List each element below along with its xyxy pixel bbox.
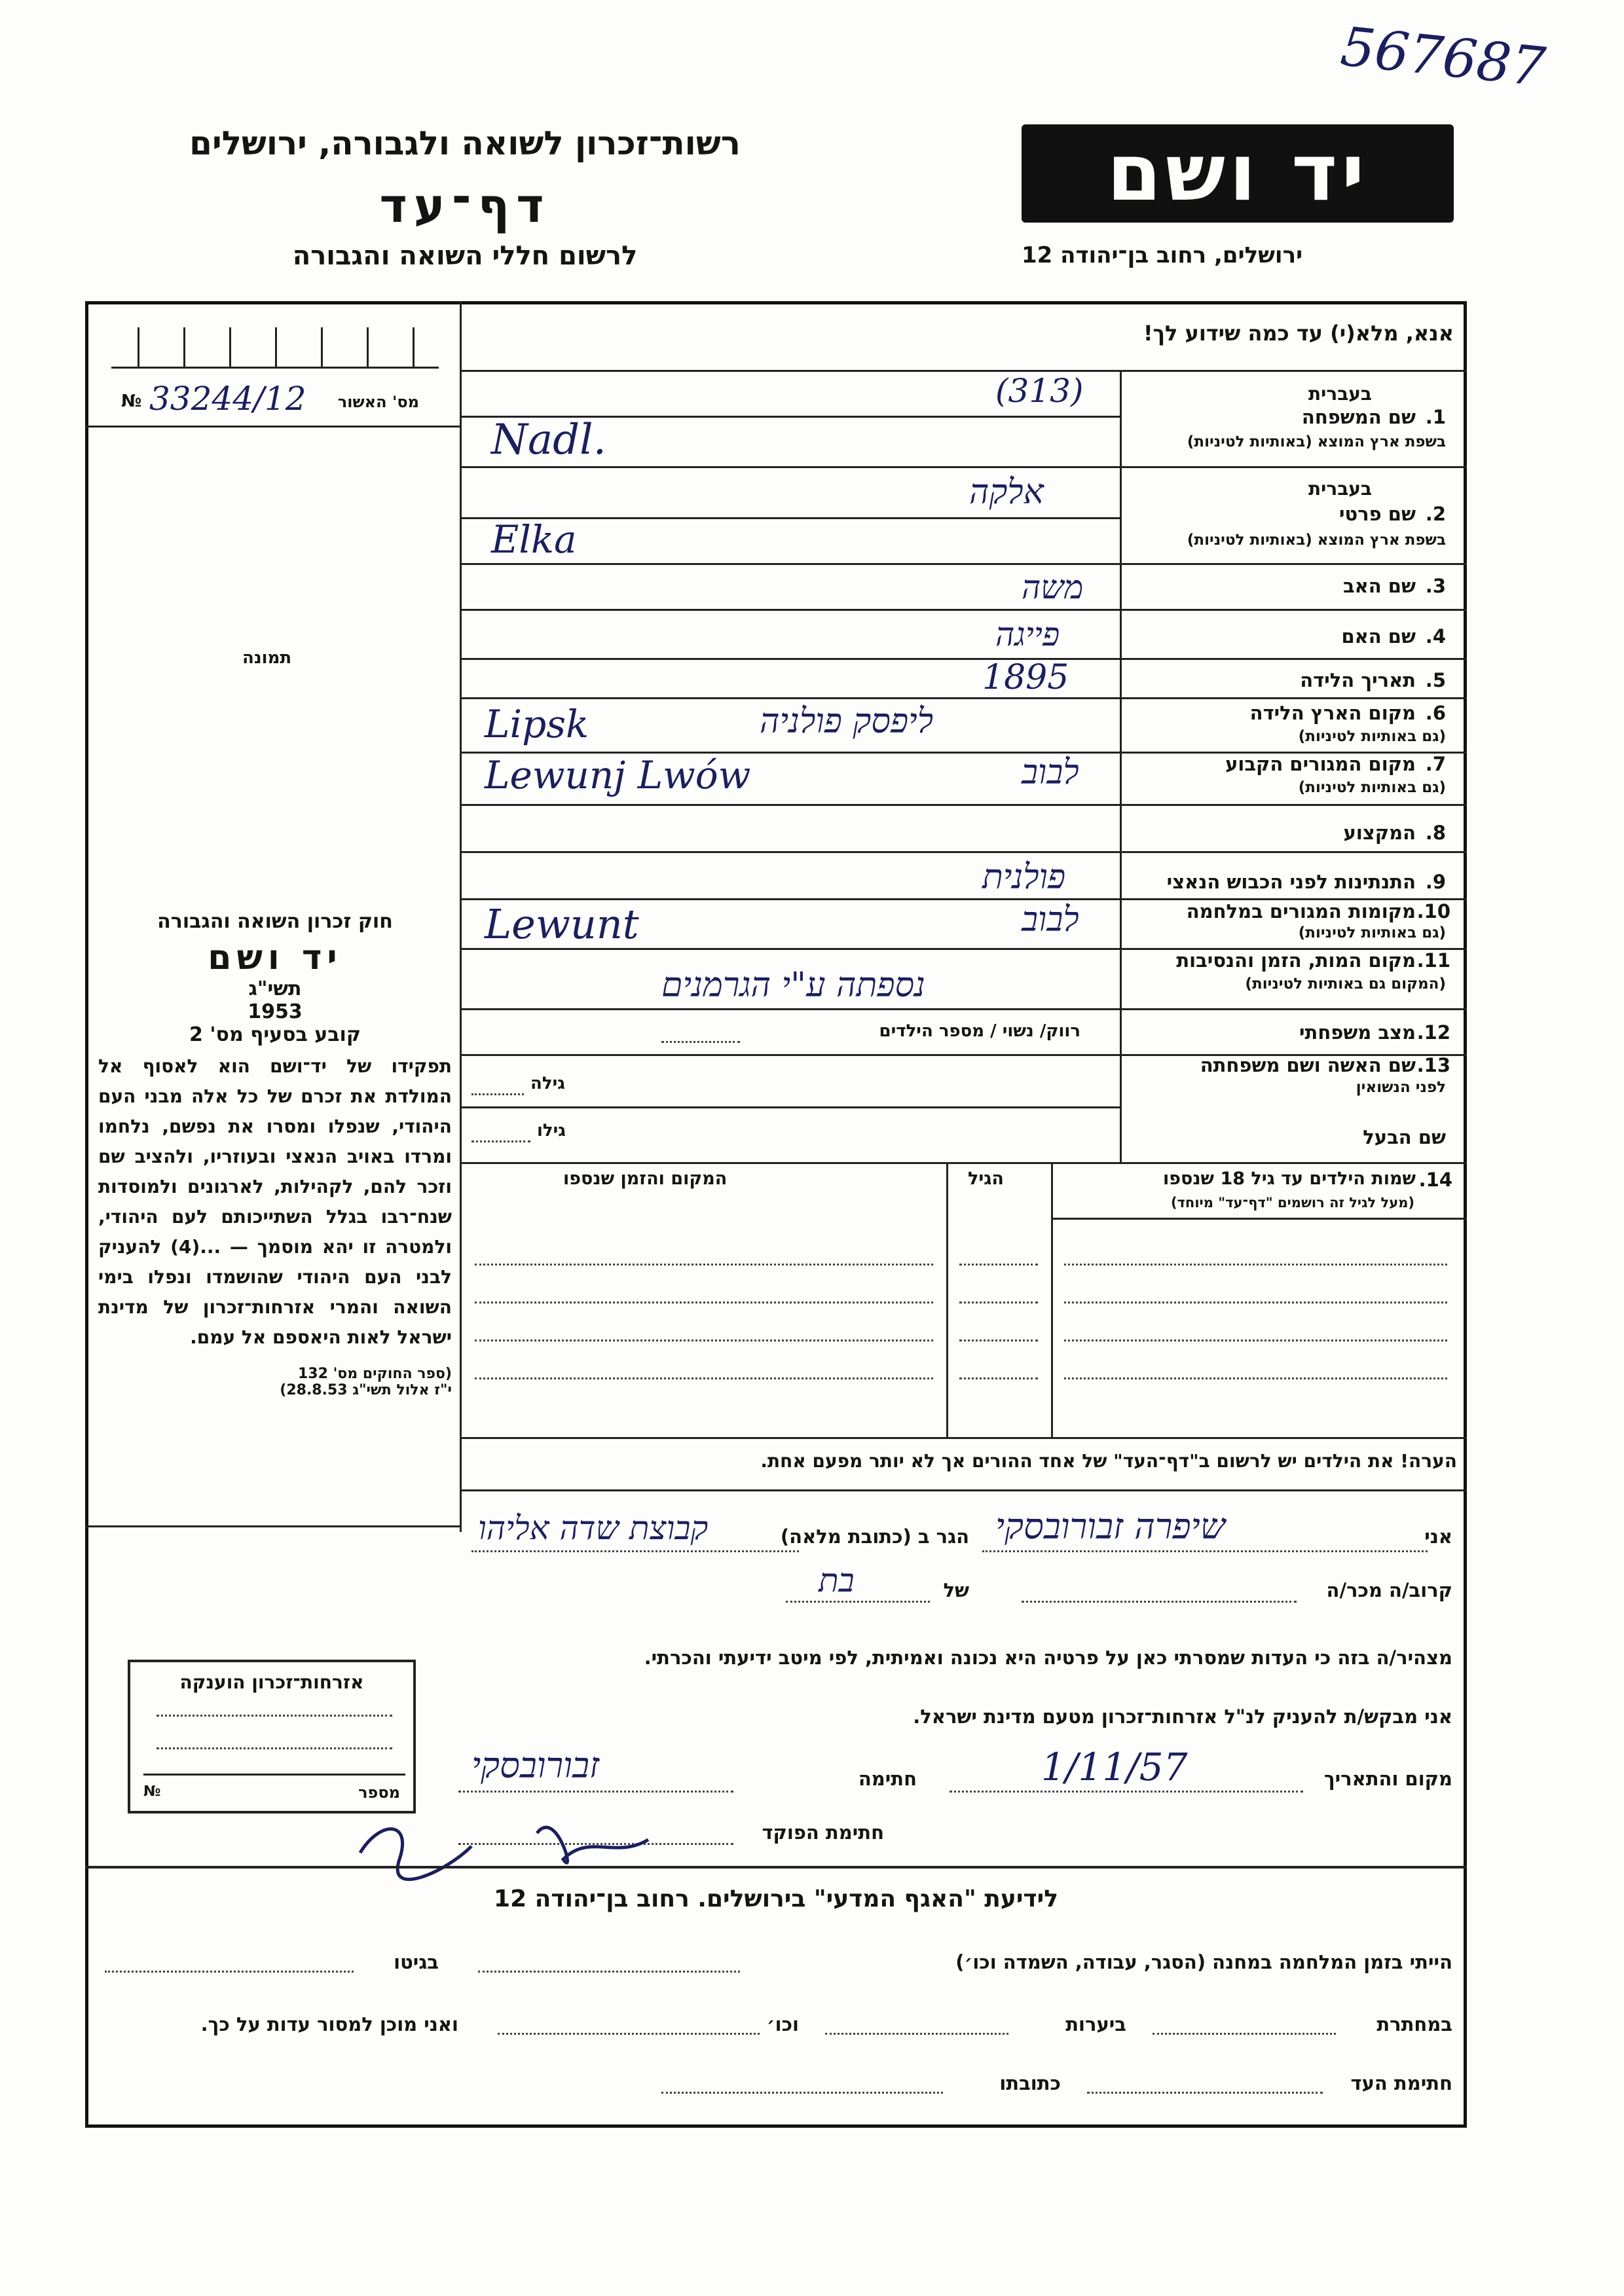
law-title: חוק זכרון השואה והגבורה xyxy=(157,910,393,933)
witness-name: שיפרה זבורובסקי xyxy=(995,1506,1226,1547)
field-11-divider xyxy=(462,1008,1467,1010)
witness-address: קבוצת שדה אליהו xyxy=(478,1509,709,1547)
bottom-line2-b-dots xyxy=(825,2033,1008,2035)
field-6-num: 6. xyxy=(1425,702,1446,724)
address: ירושלים, רחוב בן־יהודה 12 xyxy=(1022,242,1303,268)
field-12-label: מצב משפחתי xyxy=(1299,1021,1416,1044)
bottom-line1-end: בגיטו xyxy=(394,1951,439,1973)
bottom-line2-end: ואני מוכן למסור עדות על כך. xyxy=(200,2013,458,2035)
children-num: 14. xyxy=(1418,1169,1452,1191)
field-8-divider xyxy=(462,851,1467,853)
field-2-hebrew-value: אלקה xyxy=(969,473,1044,512)
children-age-col-right xyxy=(1051,1162,1053,1437)
child-row-line xyxy=(1064,1302,1447,1303)
bottom-line3-a: חתימת העד xyxy=(1350,2072,1452,2094)
field-6-hebrew-value: ליפסק פולניה xyxy=(760,702,934,741)
field-13-sub: לפני הנשואין xyxy=(1356,1079,1446,1096)
bottom-line1-dots xyxy=(478,1971,740,1973)
child-row-line xyxy=(475,1377,933,1379)
field-6-label: מקום הארץ הלידה xyxy=(1249,702,1416,724)
child-row-line xyxy=(475,1264,933,1266)
field-4-value: פייגה xyxy=(995,615,1060,653)
doc-number: 567687 xyxy=(1337,15,1549,100)
note-divider xyxy=(462,1489,1467,1491)
instruction: אנא, מלא(י) עד כמה שידוע לך! xyxy=(1143,321,1454,346)
field-7-latin-value: Lewunj Lwów xyxy=(485,753,751,797)
witness-signature-value: זבורובסקי xyxy=(471,1745,600,1786)
bottom-line3-b: כתובתו xyxy=(999,2072,1061,2094)
org-line: רשות־זכרון לשואה ולגבורה, ירושלים xyxy=(189,124,741,162)
husband-label: שם הבעל xyxy=(1363,1126,1446,1148)
child-row-line xyxy=(959,1264,1038,1266)
field-7-hebrew-value: לבוב xyxy=(1022,753,1079,792)
field-12-num: 12. xyxy=(1416,1021,1450,1044)
instruction-divider xyxy=(462,370,1467,372)
law-box xyxy=(98,910,452,1506)
field-11-value: נספתה ע"י הגרמנים xyxy=(661,966,925,1005)
photo-label: תמונה xyxy=(242,648,292,668)
field-10-latin-value: Lewunt xyxy=(485,900,639,948)
field-1-latin-value: Nadl. xyxy=(491,416,606,464)
bottom-line3-a-dots xyxy=(1087,2092,1323,2094)
field-13-num: 13. xyxy=(1416,1054,1450,1076)
child-row-line xyxy=(475,1302,933,1303)
bottom-line2-c-dots xyxy=(498,2033,760,2035)
field-9-num: 9. xyxy=(1425,871,1446,893)
witness-relation-dots xyxy=(1022,1601,1297,1603)
field-5-num: 5. xyxy=(1425,669,1446,691)
witness-name-dots xyxy=(982,1550,1428,1552)
bottom-line1: הייתי בזמן המלחמה במחנה (הסגר, עבודה, השמדה וכו׳) xyxy=(955,1951,1452,1973)
field-6-latin-value: Lipsk xyxy=(485,702,589,746)
husband-age-label: גילו xyxy=(537,1121,566,1140)
registration-number: 33244/12 xyxy=(149,380,306,418)
registration-ticks xyxy=(111,321,439,369)
field-8-num: 8. xyxy=(1425,822,1446,844)
child-row-line xyxy=(959,1302,1038,1303)
field-3-label: שם האב xyxy=(1342,575,1416,597)
law-box-bottom xyxy=(85,1525,462,1527)
stamp-title: אזרחות־זכרון הוענקה xyxy=(179,1671,364,1693)
witness-residing-label: הגר ב (כתובת מלאה) xyxy=(780,1525,969,1548)
yad-vashem-logo xyxy=(1022,124,1454,223)
field-2-label: שם פרטי xyxy=(1338,503,1416,525)
law-footnote-2: י"ז אלול תשי"ג 28.8.53) xyxy=(280,1382,452,1398)
field-7-sub: (גם באותיות לטיניות) xyxy=(1298,779,1446,796)
witness-address-dots xyxy=(471,1550,799,1552)
field-2-sub: בשפת ארץ המוצא (באותיות לטיניות) xyxy=(1187,532,1446,549)
field-5-value: 1895 xyxy=(982,658,1069,697)
field-2-divider xyxy=(462,563,1467,565)
law-body: תפקידו של יד־ושם הוא לאסוף אל המולדת את זכרם של כל אלה מבני העם היהודי, שנפלו ומסרו את נפשם, נלחמו ומרדו באויב הנאצי ובעוזריו, ולהציב שם וזכר להם, לקהילות, לארגונים ולמוסדות שנח־רבו בגלל השתייכותם לעם היהודי, ולמטרה זו יהא מוסמך — ...(4) להעניק לבני העם היהודי שהושמדו ונפלו בימי השואה והמרי אזרחות־זכרון של מדינת ישראל לאות היאספם אל עמם. xyxy=(98,1055,452,1348)
field-11-sub: (המקום גם באותיות לטיניות) xyxy=(1245,975,1446,993)
stamp-number-label: מספר xyxy=(358,1783,400,1802)
registration-prefix: № xyxy=(121,392,142,411)
field-4-divider xyxy=(462,658,1467,660)
child-row-line xyxy=(475,1339,933,1341)
field-12-value: רווק/ נשוי / מספר הילדים xyxy=(879,1021,1080,1041)
field-7-num: 7. xyxy=(1425,753,1446,775)
children-header-place: המקום והזמן שנספו xyxy=(563,1169,728,1189)
field-12-children-dots xyxy=(661,1041,740,1043)
field-10-hebrew-value: לבוב xyxy=(1022,900,1079,939)
child-row-line xyxy=(959,1377,1038,1379)
witness-declaration: מצהיר/ה בזה כי העדות שמסרתי כאן על פרטיה היא נכונה ואמיתית, לפי מיטב ידיעתי והכרתי. xyxy=(644,1647,1452,1669)
children-table-bottom xyxy=(462,1437,1467,1439)
bottom-line1-end-dots xyxy=(105,1971,354,1973)
witness-i-label: אני xyxy=(1424,1525,1452,1548)
witness-place-date-value: 1/11/57 xyxy=(1041,1745,1188,1789)
witness-request: אני מבקש/ת להעניק לנ"ל אזרחות־זכרון מטעם מדינת ישראל. xyxy=(913,1705,1452,1728)
field-3-num: 3. xyxy=(1425,575,1446,597)
bottom-section-divider xyxy=(85,1866,1467,1868)
registration-divider xyxy=(85,426,462,428)
field-1-label: שם המשפחה xyxy=(1301,406,1416,428)
field-5-label: תאריך הלידה xyxy=(1300,669,1416,691)
field-1-hebrew-value: (313) xyxy=(995,372,1084,410)
bottom-line2-a-dots xyxy=(1153,2033,1336,2035)
field-6-sub: (גם באותיות לטיניות) xyxy=(1298,728,1446,745)
field-3-divider xyxy=(462,609,1467,611)
field-3-value: משה xyxy=(1022,568,1084,606)
stamp-number-prefix: № xyxy=(143,1783,161,1800)
field-13-age-label: גילה xyxy=(530,1074,565,1093)
official-signature-label: חתימת הפוקד xyxy=(762,1821,884,1844)
children-header-divider xyxy=(1051,1218,1467,1220)
children-age-col-left xyxy=(946,1162,948,1437)
field-4-label: שם האם xyxy=(1341,625,1416,647)
citizenship-stamp-box xyxy=(128,1660,416,1813)
field-1-num: 1. xyxy=(1425,406,1446,428)
label-column-divider xyxy=(1120,370,1122,1162)
field-9-value: פולנית xyxy=(982,858,1066,897)
field-13-divider xyxy=(462,1106,1120,1108)
form-title: דף־עד xyxy=(379,178,551,233)
field-11-label: מקום המות, הזמן והנסיבות xyxy=(1176,949,1416,972)
field-1-lang: בעברית xyxy=(1308,383,1372,405)
field-10-num: 10. xyxy=(1416,900,1450,922)
field-8-label: המקצוע xyxy=(1343,822,1416,844)
witness-of-dots xyxy=(786,1601,930,1603)
field-5-divider xyxy=(462,697,1467,699)
field-1-sub: בשפת ארץ המוצא (באותיות לטיניות) xyxy=(1187,433,1446,450)
witness-place-date-label: מקום והתאריך xyxy=(1323,1768,1452,1790)
children-header-age: הגיל xyxy=(968,1169,1004,1189)
child-row-line xyxy=(1064,1339,1447,1341)
children-note: הערה! את הילדים יש לרשום ב"דף־העד" של אחד ההורים אך לא יותר מפעם אחת. xyxy=(760,1450,1457,1472)
field-7-divider xyxy=(462,804,1467,806)
form-subtitle: לרשום חללי השואה והגבורה xyxy=(292,241,638,271)
bottom-line2-b: ביערות xyxy=(1065,2013,1126,2035)
bottom-line2-c: וכו׳ xyxy=(766,2013,799,2035)
children-header-sub: (מעל לגיל זה רושמים "דף־עד" מיוחד) xyxy=(1170,1195,1414,1211)
witness-relation-value: בת xyxy=(819,1561,855,1599)
children-header-names: שמות הילדים עד גיל 18 שנספו xyxy=(1162,1169,1416,1189)
witness-place-date-dots xyxy=(950,1791,1303,1793)
field-2-num: 2. xyxy=(1425,503,1446,525)
field-11-num: 11. xyxy=(1416,949,1450,972)
law-name: יד ושם xyxy=(208,938,342,977)
field-13-age-dots xyxy=(471,1093,524,1095)
left-column-divider xyxy=(460,301,462,1532)
law-year: 1953 xyxy=(248,1000,303,1023)
child-row-line xyxy=(1064,1264,1447,1266)
bottom-line2-a: במחתרת xyxy=(1376,2013,1452,2035)
law-section: קובע בסעיף מס' 2 xyxy=(189,1023,361,1046)
husband-divider xyxy=(462,1162,1467,1164)
field-7-label: מקום המגורים הקבוע xyxy=(1225,753,1416,775)
field-2-lang: בעברית xyxy=(1308,478,1372,500)
child-row-line xyxy=(1064,1377,1447,1379)
registration-label: מס' האשור xyxy=(337,393,419,411)
witness-relation-label: קרוב/ה מכר/ה xyxy=(1326,1579,1452,1601)
law-footnote-1: (ספר החוקים מס' 132 xyxy=(297,1366,452,1382)
field-1-divider xyxy=(462,466,1467,468)
logo-text: יד ושם xyxy=(1107,128,1369,219)
husband-age-dots xyxy=(471,1140,530,1142)
field-13-label: שם האשה ושם משפחתה xyxy=(1200,1054,1416,1076)
field-10-sub: (גם באותיות לטיניות) xyxy=(1298,924,1446,941)
field-9-label: התנתינות לפני הכבוש הנאצי xyxy=(1166,871,1416,893)
field-4-num: 4. xyxy=(1425,625,1446,647)
bottom-title: לידיעת "האגף המדעי" בירושלים. רחוב בן־יהודה 12 xyxy=(494,1886,1058,1912)
bottom-line3-b-dots xyxy=(661,2092,943,2094)
law-year-he: תשי"ג xyxy=(248,977,302,1000)
child-row-line xyxy=(959,1339,1038,1341)
field-10-label: מקומות המגורים במלחמה xyxy=(1186,900,1416,922)
witness-signature-label: חתימה xyxy=(858,1768,917,1790)
field-2-latin-value: Elka xyxy=(491,517,577,562)
witness-of-label: של xyxy=(943,1579,969,1601)
